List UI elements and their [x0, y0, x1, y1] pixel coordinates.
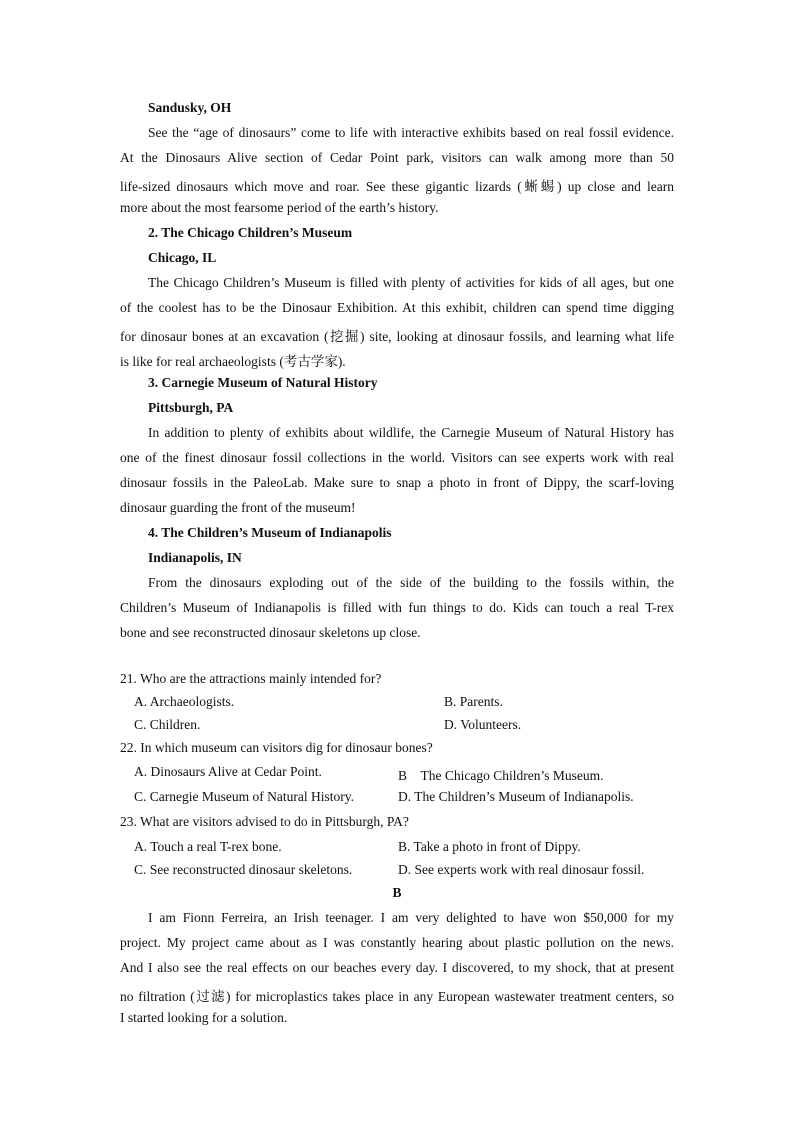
paragraph-line: is like for real archaeologists (考古学家).: [120, 354, 346, 369]
paragraph-line: dinosaur fossils in the PaleoLab. Make sure to snap a photo in front of Dippy, the scarf-loving: [120, 475, 674, 490]
paragraph-line: From the dinosaurs exploding out of the side of the building to the fossils within, the: [148, 575, 674, 590]
paragraph-line: At the Dinosaurs Alive section of Cedar Point park, visitors can walk among more than 50: [120, 150, 674, 165]
paragraph-line: I started looking for a solution.: [120, 1010, 288, 1025]
question-23-stem: 23. What are visitors advised to do in Pittsburgh, PA?: [120, 814, 409, 829]
question-22-option-b: B The Chicago Children’s Museum.: [398, 768, 604, 783]
paragraph-line: See the “age of dinosaurs” come to life with interactive exhibits based on real fossil evidence.: [148, 125, 674, 140]
question-23-option-c: C. See reconstructed dinosaur skeletons.: [134, 862, 353, 877]
question-22-stem: 22. In which museum can visitors dig for dinosaur bones?: [120, 740, 433, 755]
paragraph-line: And I also see the real effects on our beaches every day. I discovered, to my shock, that at present: [120, 960, 674, 975]
paragraph-line: life-sized dinosaurs which move and roar. See these gigantic lizards (蜥蜴) up close and learn: [120, 179, 674, 194]
question-21-option-a: A. Archaeologists.: [134, 694, 235, 709]
location-indianapolis: Indianapolis, IN: [148, 550, 242, 565]
paragraph-line: no filtration (过滤) for microplastics takes place in any European wastewater treatment centers, so: [120, 989, 674, 1004]
part-b-heading: B: [392, 885, 402, 900]
question-21-option-b: B. Parents.: [444, 694, 503, 709]
paragraph-line: The Chicago Children’s Museum is filled with plenty of activities for kids of all ages, but one: [148, 275, 674, 290]
question-23-option-b: B. Take a photo in front of Dippy.: [398, 839, 581, 854]
paragraph-line: Children’s Museum of Indianapolis is filled with fun things to do. Kids can touch a real T-rex: [120, 600, 674, 615]
question-23-option-d: D. See experts work with real dinosaur fossil.: [398, 862, 645, 877]
question-21-option-d: D. Volunteers.: [444, 717, 522, 732]
paragraph-line: one of the finest dinosaur fossil collections in the world. Visitors can see experts work with real: [120, 450, 674, 465]
location-chicago: Chicago, IL: [148, 250, 217, 265]
paragraph-line: more about the most fearsome period of the earth’s history.: [120, 200, 439, 215]
section-title-carnegie: 3. Carnegie Museum of Natural History: [148, 375, 378, 390]
location-sandusky: Sandusky, OH: [148, 100, 232, 115]
paragraph-line: I am Fionn Ferreira, an Irish teenager. I am very delighted to have won $50,000 for my: [148, 910, 674, 925]
paragraph-line: for dinosaur bones at an excavation (挖掘) site, looking at dinosaur fossils, and learning what life: [120, 329, 674, 344]
paragraph-line: of the coolest has to be the Dinosaur Exhibition. At this exhibit, children can spend time digging: [120, 300, 674, 315]
paragraph-line: project. My project came about as I was constantly hearing about plastic pollution on the news.: [120, 935, 674, 950]
paragraph-line: In addition to plenty of exhibits about wildlife, the Carnegie Museum of Natural History has: [148, 425, 674, 440]
question-23-option-a: A. Touch a real T-rex bone.: [134, 839, 282, 854]
location-pittsburgh: Pittsburgh, PA: [148, 400, 234, 415]
question-22-option-d: D. The Children’s Museum of Indianapolis.: [398, 789, 634, 804]
question-22-option-c: C. Carnegie Museum of Natural History.: [134, 789, 354, 804]
question-21-option-c: C. Children.: [134, 717, 201, 732]
question-21-stem: 21. Who are the attractions mainly intended for?: [120, 671, 382, 686]
question-22-option-a: A. Dinosaurs Alive at Cedar Point.: [134, 764, 322, 779]
section-title-chicago: 2. The Chicago Children’s Museum: [148, 225, 353, 240]
paragraph-line: bone and see reconstructed dinosaur skeletons up close.: [120, 625, 421, 640]
paragraph-line: dinosaur guarding the front of the museum!: [120, 500, 356, 515]
section-title-indianapolis: 4. The Children’s Museum of Indianapolis: [148, 525, 392, 540]
